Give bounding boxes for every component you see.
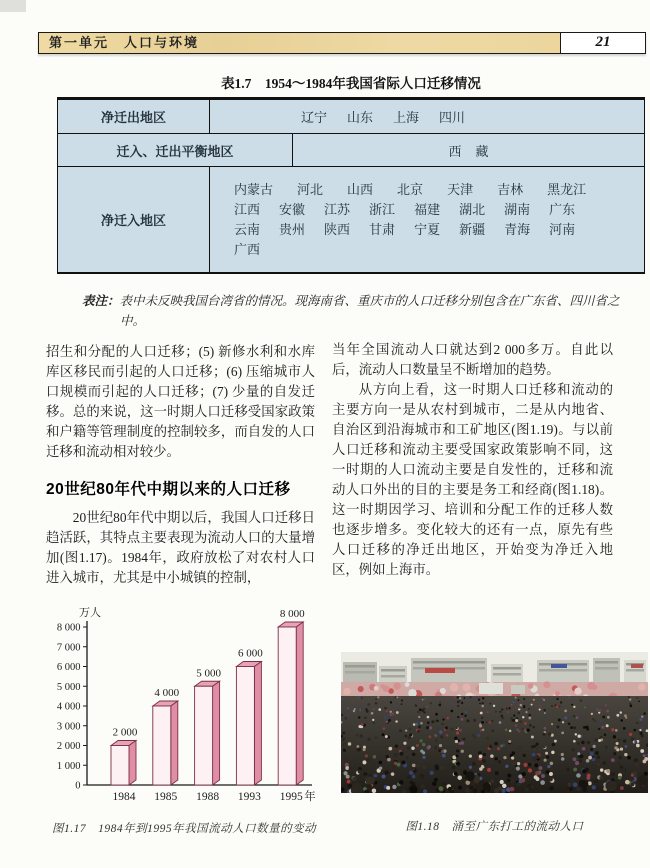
- svg-text:2 000: 2 000: [56, 741, 81, 752]
- province-line: [234, 200, 575, 220]
- row-label: 净迁出地区: [58, 100, 210, 133]
- table-note-text: 表中未反映我国台湾省的情况。现海南省、重庆市的人口迁移分别包含在广东省、四川省之中。: [119, 294, 620, 328]
- table-note: [82, 291, 632, 331]
- province-line: [234, 220, 575, 240]
- province-name: 广东: [549, 201, 576, 217]
- province-name: 湖北: [459, 201, 486, 217]
- unit-title: 第一单元 人口与环境: [39, 33, 560, 53]
- table-row-net-out: [58, 100, 644, 133]
- figure-1-17-bar-chart: [40, 606, 332, 818]
- row-values: [293, 134, 644, 166]
- svg-text:8 000: 8 000: [56, 622, 81, 634]
- province-name: 甘肃: [369, 221, 396, 237]
- province-name: 宁夏: [414, 221, 441, 237]
- svg-text:万人: 万人: [79, 607, 101, 619]
- figure-1-17-caption: 图1.17 1984年到1995年我国流动人口数量的变动: [52, 823, 317, 835]
- svg-text:0: 0: [75, 780, 81, 792]
- table-row-net-in: [58, 166, 644, 272]
- province-name: 河南: [549, 221, 576, 237]
- province-name: 黑龙江: [547, 181, 587, 197]
- scan-artifact: [0, 0, 26, 12]
- svg-text:6 000: 6 000: [56, 662, 81, 673]
- province-name: 山东: [346, 110, 373, 125]
- province-name: 广西: [234, 241, 261, 257]
- svg-text:7 000: 7 000: [56, 642, 81, 654]
- svg-text:4 000: 4 000: [56, 701, 81, 713]
- province-name: 藏: [475, 143, 489, 159]
- province-name: 北京: [397, 181, 424, 197]
- svg-text:4 000: 4 000: [154, 687, 180, 699]
- svg-text:1985: 1985: [154, 791, 178, 803]
- province-name: 辽宁: [300, 110, 327, 125]
- province-name: 福建: [414, 201, 441, 217]
- province-name: 浙江: [369, 201, 396, 217]
- province-name: 西: [448, 143, 462, 159]
- svg-text:1 000: 1 000: [56, 760, 81, 772]
- province-name: 河北: [297, 181, 324, 197]
- province-line: [234, 180, 586, 200]
- body-paragraph: 20世纪80年代中期以后，我国人口迁移日趋活跃，其特点主要表现为流动人口的大量增加(图1.17)。1984年，政府放松了对农村人口进入城市，尤其是中小城镇的控制，: [46, 510, 315, 585]
- svg-text:2 000: 2 000: [112, 726, 138, 739]
- province-name: 江西: [234, 201, 261, 217]
- province-name: 上海: [393, 110, 420, 125]
- row-values: [210, 100, 644, 133]
- svg-text:1995: 1995: [279, 791, 303, 803]
- svg-text:年: 年: [304, 791, 316, 803]
- svg-text:5 000: 5 000: [56, 681, 81, 693]
- province-name: 贵州: [279, 221, 306, 237]
- province-name: 江苏: [324, 201, 351, 217]
- province-name: 湖南: [504, 201, 531, 217]
- unit-header: [38, 32, 646, 54]
- province-name: 云南: [234, 221, 261, 237]
- province-name: 吉林: [497, 181, 524, 197]
- body-paragraph: 招生和分配的人口迁移；(5) 新修水利和水库库区移民而引起的人口迁移；(6) 压缩城市人口规模而引起的人口迁移；(7) 少量的自发迁移。总的来说，这一时期人口迁移受国家政策和户籍等管理制度的控制较多，而自发的人口迁移和流动相对较少。: [46, 344, 315, 459]
- province-name: 陕西: [324, 221, 351, 237]
- province-name: 天津: [447, 181, 474, 197]
- figure-1-18-photo: [341, 652, 648, 793]
- right-column: [332, 340, 613, 580]
- left-column: [46, 342, 315, 588]
- row-label: 净迁入地区: [58, 167, 210, 272]
- province-name: 内蒙古: [234, 181, 274, 197]
- province-name: 安徽: [279, 201, 306, 217]
- crowd-photo-svg: [341, 652, 648, 793]
- province-name: 四川: [439, 110, 466, 125]
- province-name: 青海: [504, 221, 531, 237]
- province-name: 山西: [347, 181, 374, 197]
- svg-text:1993: 1993: [237, 791, 261, 803]
- body-paragraph: 从方向上看，这一时期人口迁移和流动的主要方向一是从农村到城市，二是从内地省、自治区到沿海城市和工矿地区(图1.19)。与以前人口迁移和流动主要受国家政策影响不同，这一时期的人口流动主要是自发性的，迁移和流动人口外出的目的主要是务工和经商(图1.18)。这一时期因学习、培训和分配工作的迁移人数也逐步增多。变化较大的还有一点，原先有些人口迁移的净迁出地区，开始变为净迁入地区，例如上海市。: [332, 382, 613, 577]
- body-paragraph: 当年全国流动人口就达到2 000多万。自此以后，流动人口数量呈不断增加的趋势。: [332, 342, 613, 377]
- svg-text:3 000: 3 000: [56, 721, 81, 733]
- svg-text:1988: 1988: [196, 791, 220, 803]
- table-title: 表1.7 1954～1984年我国省际人口迁移情况: [221, 76, 481, 91]
- svg-text:5 000: 5 000: [196, 667, 221, 680]
- section-heading: 20世纪80年代中期以来的人口迁移: [46, 481, 291, 498]
- province-line: [234, 240, 260, 260]
- figure-1-18-caption: 图1.18 涌至广东打工的流动人口: [405, 821, 584, 833]
- province-name: 新疆: [459, 221, 486, 237]
- row-label: 迁入、迁出平衡地区: [58, 134, 293, 166]
- table-row-balanced: [58, 133, 644, 166]
- svg-text:1984: 1984: [112, 791, 136, 803]
- bar-chart-svg: [40, 606, 332, 818]
- row-values: [210, 167, 644, 272]
- svg-text:6 000: 6 000: [238, 647, 263, 660]
- page-number: 21: [560, 33, 645, 53]
- migration-table: [57, 97, 645, 274]
- table-note-label: 表注：: [82, 294, 120, 308]
- svg-text:8 000: 8 000: [279, 608, 305, 620]
